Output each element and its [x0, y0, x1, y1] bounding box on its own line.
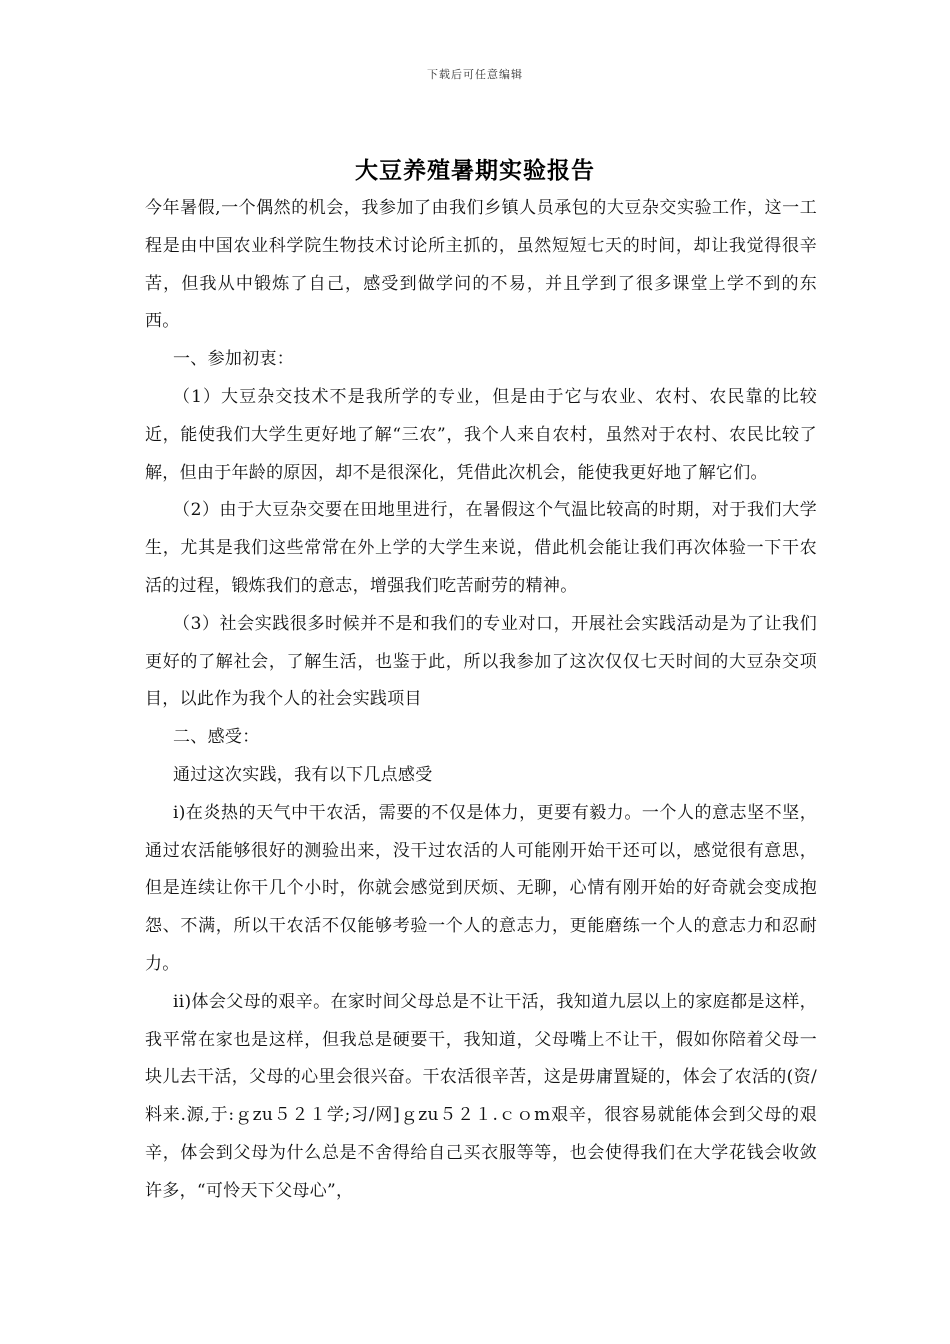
paragraph-motivation-1: （1）大豆杂交技术不是我所学的专业，但是由于它与农业、农村、农民靠的比较近，能使我们大学生更好地了解“三农”，我个人来自农村，虽然对于农村、农民比较了解，但由于年龄的原因，却不是很深化，凭借此次机会，能使我更好地了解它们。 [145, 386, 817, 483]
document-body [145, 190, 817, 1211]
header-note: 下载后可任意编辑 [427, 68, 523, 81]
section-heading-motivation: 一、参加初衷： [173, 349, 295, 370]
document-title: 大豆养殖暑期实验报告 [355, 157, 595, 184]
paragraph-feelings-intro: 通过这次实践，我有以下几点感受 [173, 764, 433, 785]
paragraph-motivation-2: （2）由于大豆杂交要在田地里进行，在暑假这个气温比较高的时期，对于我们大学生，尤其是我们这些常常在外上学的大学生来说，借此机会能让我们再次体验一下干农活的过程，锻炼我们的意志，增强我们吃苦耐劳的精神。 [145, 500, 817, 596]
paragraph-feeling-2: ii)体会父母的艰辛。在家时间父母总是不让干活，我知道九层以上的家庭都是这样，我平常在家也是这样，但我总是硬要干，我知道，父母嘴上不让干，假如你陪着父母一块儿去干活，父母的心里会很兴奋。干农活很辛苦，这是毋庸置疑的，体会了农活的(资/料来.源,于:ｇzu５２１学;习/网]ｇzu５２１.ｃｏm艰辛，很容易就能体会到父母的艰辛，体会到父母为什么总是不舍得给自己买衣服等等，也会使得我们在大学花钱会收敛许多，“可怜天下父母心”， [145, 991, 817, 1201]
section-heading-feelings: 二、感受： [173, 727, 260, 748]
paragraph-motivation-3: （3）社会实践很多时候并不是和我们的专业对口，开展社会实践活动是为了让我们更好的了解社会，了解生活，也鉴于此，所以我参加了这次仅仅七天时间的大豆杂交项目，以此作为我个人的社会实践项目 [145, 613, 817, 710]
paragraph-feeling-1: i)在炎热的天气中干农活，需要的不仅是体力，更要有毅力。一个人的意志坚不坚，通过农活能够很好的测验出来，没干过农活的人可能刚开始干还可以，感觉很有意思，但是连续让你干几个小时，你就会感觉到厌烦、无聊，心情有刚开始的好奇就会变成抱怨、不满，所以干农活不仅能够考验一个人的意志力，更能磨练一个人的意志力和忍耐力。 [145, 802, 817, 974]
paragraph-intro: 今年暑假,一个偶然的机会，我参加了由我们乡镇人员承包的大豆杂交实验工作，这一工程是由中国农业科学院生物技术讨论所主抓的，虽然短短七天的时间，却让我觉得很辛苦，但我从中锻炼了自己，感受到做学问的不易，并且学到了很多课堂上学不到的东西。 [145, 198, 817, 332]
